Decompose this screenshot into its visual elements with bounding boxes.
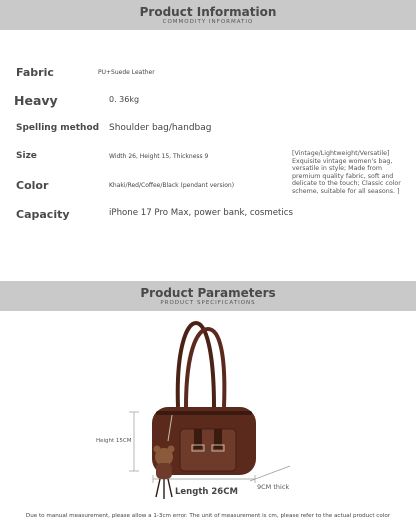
banner-title: Product Parameters [140,286,276,300]
banner-title: Product Information [139,5,277,19]
pocket-strap-right [214,429,222,449]
thickness-label: 9CM thick [257,483,290,491]
spec-value: Khaki/Red/Coffee/Black (pendant version) [109,182,235,189]
spec-label: Spelling method [16,123,100,133]
thickness-dimension-line [250,466,290,481]
spec-value: Width 26, Height 15, Thickness 9 [109,153,209,160]
length-label: Length 26CM [175,487,238,497]
spec-label: Heavy [14,93,58,108]
measurement-disclaimer: Due to manual measurement, please allow a 1-3cm error. The unit of measurement is cm, please refer to the actual product color [25,513,391,519]
front-pocket [180,429,236,471]
handle-right [186,329,224,407]
banner-subtitle: COMMODITY INFORMATIO [162,19,254,25]
zipper [156,411,252,415]
height-label: Height 15CM [96,438,132,444]
spec-row-capacity [0,208,416,230]
spec-value: Shoulder bag/handbag [109,123,212,133]
spec-value: 0. 36kg [109,95,140,104]
spec-value: iPhone 17 Pro Max, power bank, cosmetics [109,208,293,218]
handbag-illustration [0,311,416,511]
spec-row-style [0,123,416,145]
spec-label: Fabric [16,66,54,79]
spec-label: Size [16,151,37,161]
product-information-banner [0,0,416,30]
spec-row-fabric [0,66,416,88]
pocket-strap-left [194,429,202,449]
spec-label: Color [16,179,49,192]
spec-row-weight [0,93,416,115]
spec-value: PU+Suede Leather [98,69,155,76]
style-description: [Vintage/Lightweight/Versatile] Exquisite vintage women's bag, versatile in style; Made from premium quality fabric, soft and delicate to the touch; Classic color scheme, suitable for all seasons. ] [292,150,401,195]
banner-subtitle: PRODUCT SPECIFICATIONS [160,300,256,306]
spec-label: Capacity [16,208,70,221]
product-parameters-banner [0,281,416,311]
